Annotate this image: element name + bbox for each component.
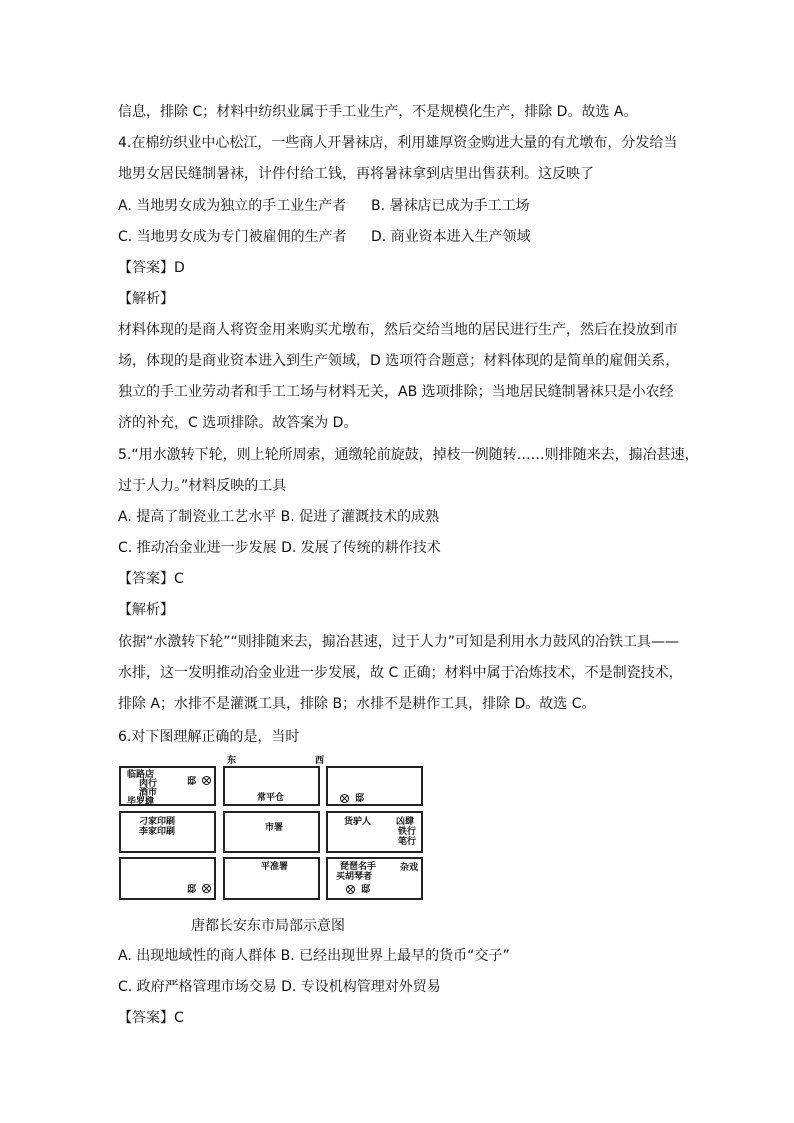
shop-label: 琵琶名手 — [340, 862, 377, 872]
map-block-9 — [326, 857, 423, 900]
question-4-option-c: C. 当地男女成为专门被雇佣的生产者 — [118, 229, 347, 245]
question-4-option-b: B. 暑袜店已成为手工工场 — [371, 198, 530, 214]
shop-label: 货驴人 — [344, 817, 372, 827]
question-4-stem-cont: 地男女居民缝制暑袜，计件付给工钱，再将暑袜拿到店里出售获利。这反映了 — [118, 166, 594, 182]
shop-label: 杂戏 — [400, 863, 419, 873]
di-marker-icon — [202, 884, 211, 893]
shop-label: 凶肆 — [396, 817, 415, 827]
map-caption: 唐都长安东市局部示意图 — [191, 918, 345, 934]
question-4-analysis: 独立的手工业劳动者和手工工场与材料无关，AB 选项排除；当地居民缝制暑袜只是小农经 — [118, 384, 674, 400]
shop-label: 肉行 — [139, 779, 158, 789]
di-label: 邸 — [361, 885, 371, 895]
question-4-analysis: 材料体现的是商人将资金用来购买尤墩布，然后交给当地的居民进行生产，然后在投放到市 — [118, 322, 678, 338]
map-block-7 — [119, 857, 216, 900]
di-marker-icon — [202, 776, 211, 785]
di-marker-icon — [340, 794, 349, 803]
shop-label: 李家印刷 — [139, 827, 176, 837]
question-5-analysis: 依据“水激转下轮”“则排随来去，搧冶甚速，过于人力”可知是利用水力鼓风的冶铁工具—— — [118, 634, 680, 650]
question-5-analysis-label: 【解析】 — [118, 602, 174, 618]
question-5-answer: 【答案】C — [118, 571, 184, 587]
map-block-5 — [223, 811, 320, 853]
question-5-options-cd: C. 推动冶金业进一步发展 D. 发展了传统的耕作技术 — [118, 540, 441, 556]
question-5-analysis: 排除 A；水排不是灌溉工具，排除 B；水排不是耕作工具，排除 D。故选 C。 — [118, 696, 596, 712]
map-block-6 — [326, 811, 423, 853]
block-label: 平准署 — [261, 862, 289, 872]
shop-label: 酒市 — [139, 788, 158, 798]
shop-label: 临路店 — [127, 770, 155, 780]
question-4-option-d: D. 商业资本进入生产领域 — [371, 229, 531, 245]
question-4-option-a: A. 当地男女成为独立的手工业生产者 — [118, 198, 347, 214]
shop-label: 铁行 — [398, 827, 417, 837]
map-block-2 — [223, 766, 320, 806]
map-block-3 — [326, 766, 423, 806]
di-label: 邸 — [355, 794, 365, 804]
block-label: 市署 — [265, 823, 284, 833]
shop-label: 刁家印刷 — [139, 817, 176, 827]
east-market-map — [117, 756, 426, 904]
question-6-answer: 【答案】C — [118, 1010, 184, 1026]
block-label: 常平仓 — [257, 793, 285, 803]
question-4-analysis-label: 【解析】 — [118, 291, 174, 307]
di-label: 邸 — [187, 885, 197, 895]
shop-label: 买胡琴者 — [336, 872, 373, 882]
question-5-analysis: 水排，这一发明推动冶金业进一步发展，故 C 正确；材料中属于冶炼技术，不是制瓷技术， — [118, 665, 683, 681]
question-5-options-ab: A. 提高了制瓷业工艺水平 B. 促进了灌溉技术的成熟 — [118, 509, 440, 525]
question-6-options-ab: A. 出现地域性的商人群体 B. 已经出现世界上最早的货币“交子” — [118, 948, 510, 964]
text-line: 信息，排除 C；材料中纺织业属于手工业生产，不是规模化生产，排除 D。故选 A。 — [118, 104, 638, 120]
map-block-8 — [223, 857, 320, 900]
di-label: 邸 — [187, 777, 197, 787]
shop-label: 毕罗肆 — [127, 797, 155, 807]
di-marker-icon — [346, 885, 355, 894]
map-block-4 — [119, 811, 216, 853]
map-direction-label: 西 — [315, 756, 325, 766]
question-4-stem: 4.在棉纺织业中心松江，一些商人开暑袜店，利用雄厚资金购进大量的有尤墩布，分发给当 — [118, 135, 678, 151]
question-4-analysis: 济的补充，C 选项排除。故答案为 D。 — [118, 415, 358, 431]
question-6-stem: 6.对下图理解正确的是，当时 — [118, 729, 300, 745]
question-6-options-cd: C. 政府严格管理市场交易 D. 专设机构管理对外贸易 — [118, 979, 441, 995]
map-direction-label: 东 — [227, 756, 237, 766]
shop-label: 笔行 — [398, 837, 417, 847]
question-5-stem: 5.“用水激转下轮，则上轮所周索，通缴轮前旋鼓，掉枝一例随转……则排随来去，搧冶甚速， — [118, 447, 699, 463]
question-4-analysis: 场，体现的是商业资本进入到生产领域，D 选项符合题意；材料体现的是简单的雇佣关系， — [118, 353, 680, 369]
map-block-1 — [119, 766, 216, 806]
question-4-answer: 【答案】D — [118, 260, 185, 276]
question-5-stem-cont: 过于人力。”材料反映的工具 — [118, 478, 287, 494]
